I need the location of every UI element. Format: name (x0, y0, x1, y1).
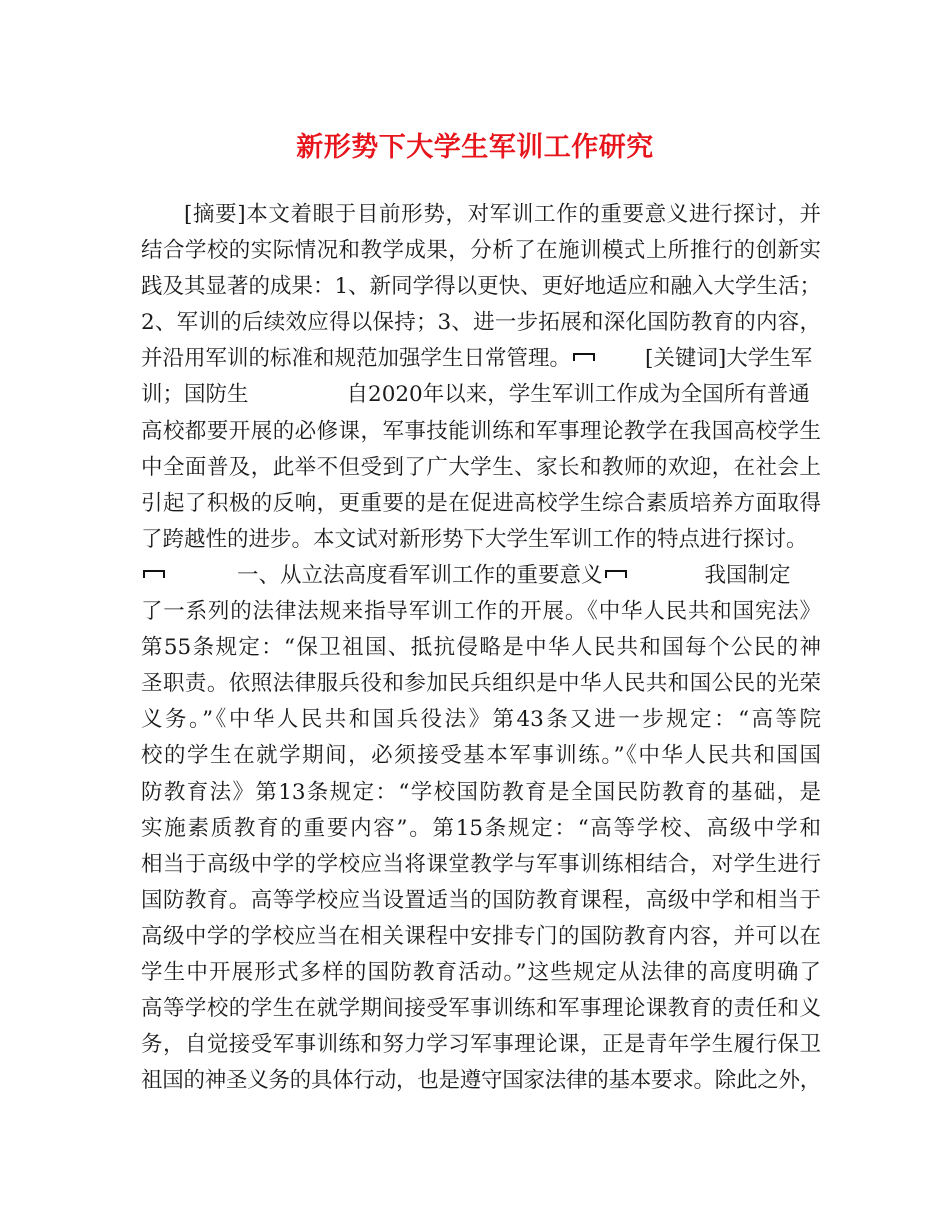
text-line: 防教育法》第13条规定：“学校国防教育是全国民防教育的基础，是 (141, 779, 821, 805)
text-line: 第55条规定：“保卫祖国、抵抗侵略是中华人民共和国每个公民的神 (141, 635, 821, 661)
text-line: 祖国的神圣义务的具体行动，也是遵守国家法律的基本要求。除此之外， (141, 1068, 821, 1094)
section-break-icon (605, 569, 627, 579)
text-line: 义务。”《中华人民共和国兵役法》第43条又进一步规定：“高等院 (141, 707, 821, 733)
text-line: 中全面普及，此举不但受到了广大学生、家长和教师的欢迎，在社会上 (141, 454, 821, 480)
text-line: 训；国防生 自2020年以来，学生军训工作成为全国所有普通 (141, 382, 810, 408)
text-line: 高校都要开展的必修课，军事技能训练和军事理论教学在我国高校学生 (141, 418, 821, 444)
document-title: 新形势下大学生军训工作研究 (296, 132, 654, 163)
document-body (141, 197, 821, 1099)
text-line: 引起了积极的反响，更重要的是在促进高校学生综合素质培养方面取得 (141, 490, 821, 516)
section-break-icon (143, 569, 165, 579)
text-line: 践及其显著的成果：1、新同学得以更快、更好地适应和融入大学生活； (141, 274, 821, 300)
text-line: 结合学校的实际情况和教学成果，分析了在施训模式上所推行的创新实 (141, 238, 821, 264)
section-break-icon (573, 352, 595, 362)
text-line: 实施素质教育的重要内容”。第15条规定：“高等学校、高级中学和 (141, 815, 821, 841)
text-line: 高等学校的学生在就学期间接受军事训练和军事理论课教育的责任和义 (141, 996, 821, 1022)
text-line: 国防教育。高等学校应当设置适当的国防教育课程，高级中学和相当于 (141, 887, 821, 913)
text-line: 校的学生在就学期间，必须接受基本军事训练。”《中华人民共和国国 (141, 743, 821, 769)
text-line: 一、从立法高度看军训工作的重要意义 我国制定 (141, 558, 821, 594)
text-line: 圣职责。依照法律服兵役和参加民兵组织是中华人民共和国公民的光荣 (141, 671, 821, 697)
text-line: 高级中学的学校应当在相关课程中安排专门的国防教育内容，并可以在 (141, 923, 821, 949)
text-line: 2、军训的后续效应得以保持；3、进一步拓展和深化国防教育的内容， (141, 310, 821, 336)
text-line: 了跨越性的进步。本文试对新形势下大学生军训工作的特点进行探讨。 (141, 526, 808, 552)
text-line: 并沿用军训的标准和规范加强学生日常管理。 [关键词]大学生军 (141, 346, 813, 372)
section-heading: 一、从立法高度看军训工作的重要意义 (237, 562, 603, 588)
text-line: 相当于高级中学的学校应当将课堂教学与军事训练相结合，对学生进行 (141, 851, 821, 877)
text-line: 了一系列的法律法规来指导军训工作的开展。《中华人民共和国宪法》 (141, 599, 821, 625)
text-line: [摘要]本文着眼于目前形势，对军训工作的重要意义进行探讨，并 (184, 202, 821, 227)
text-line: 务，自觉接受军事训练和努力学习军事理论课，正是青年学生履行保卫 (141, 1032, 821, 1058)
text-line: 学生中开展形式多样的国防教育活动。”这些规定从法律的高度明确了 (141, 959, 821, 985)
